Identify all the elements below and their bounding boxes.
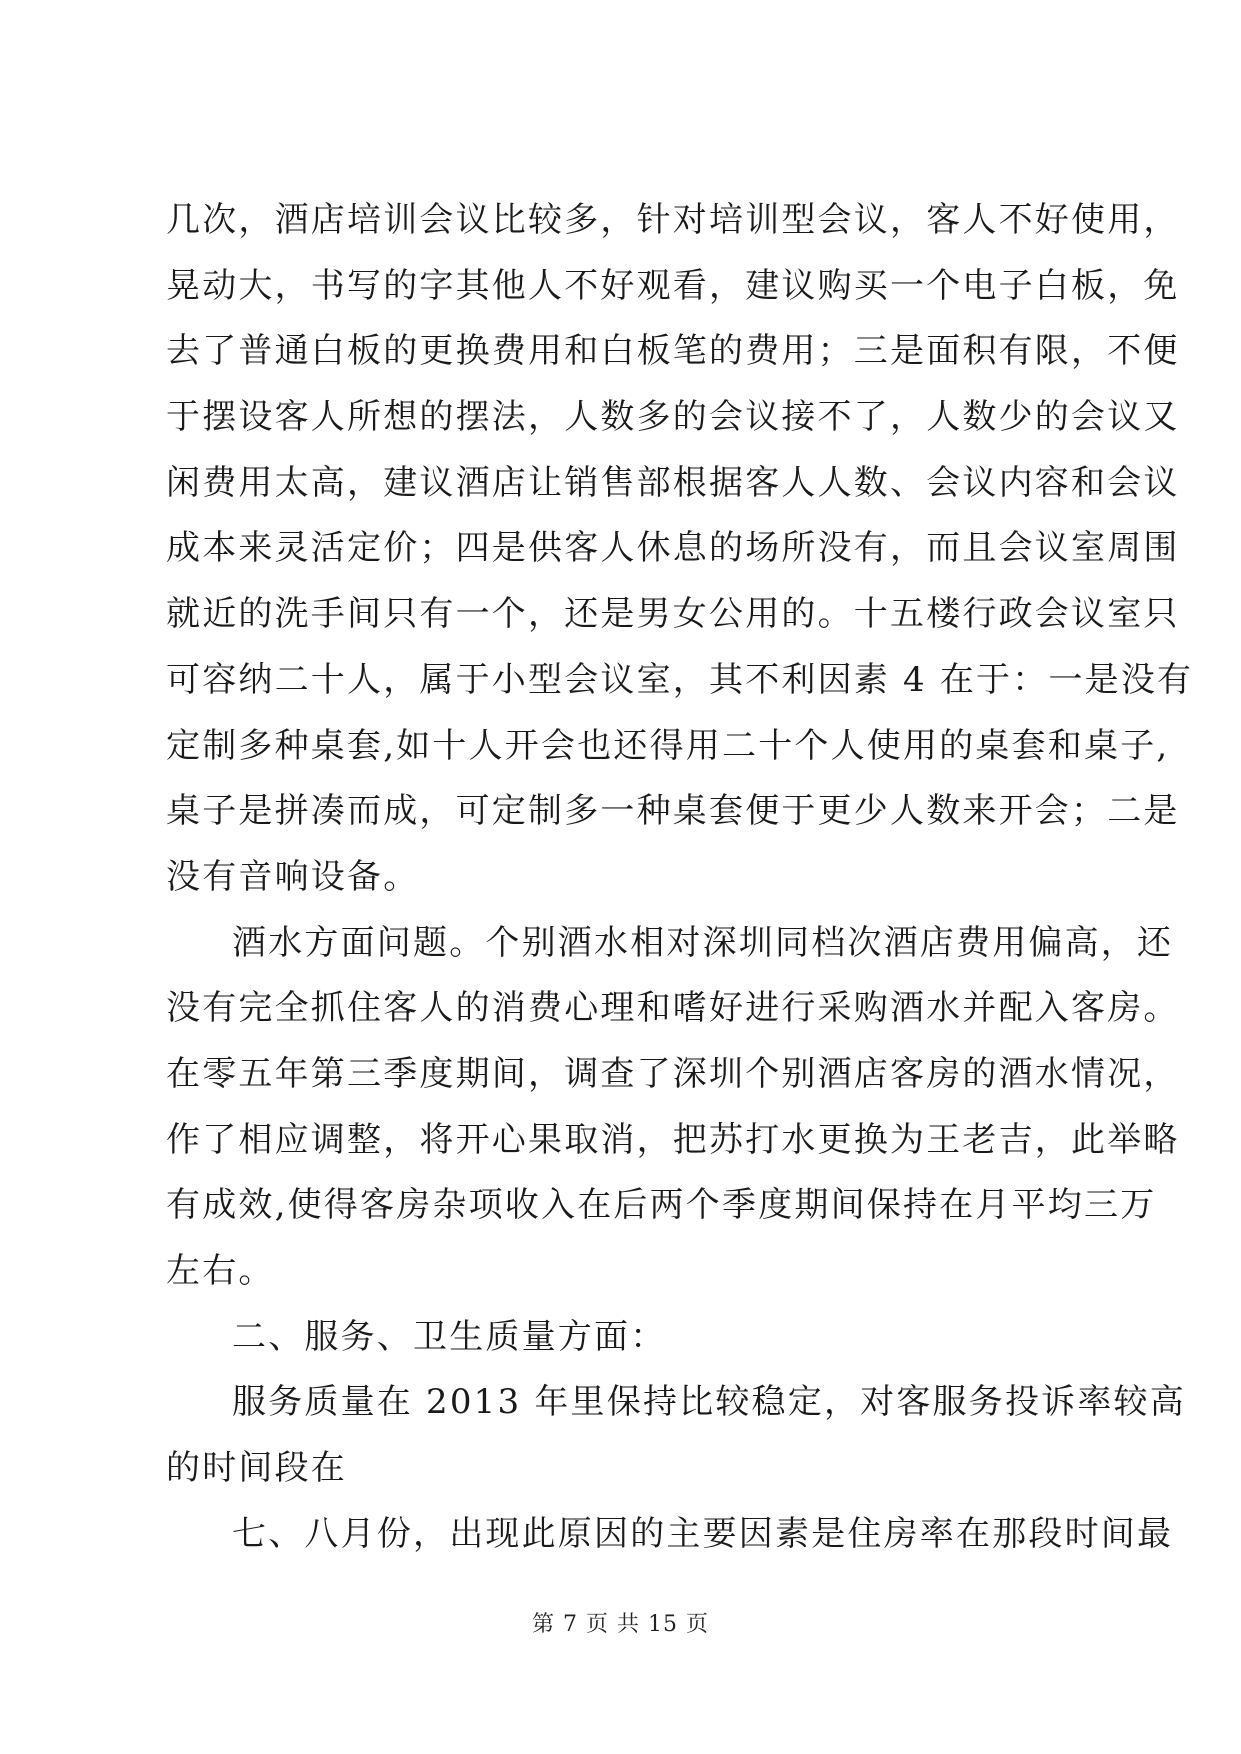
text-line: 没有音响设备。 xyxy=(166,856,420,897)
text-line: 左右。 xyxy=(166,1251,275,1291)
text-line: 可容纳二十人，属于小型会议室，其不利因素 4 在于：一是没有 xyxy=(166,659,1194,700)
text-line: 就近的洗手间只有一个，还是男女公用的。十五楼行政会议室只 xyxy=(166,594,1180,635)
text-line: 闲费用太高，建议酒店让销售部根据客人人数、会议内容和会议 xyxy=(166,462,1180,503)
text-line: 于摆设客人所想的摆法，人数多的会议接不了，人数少的会议又 xyxy=(166,397,1180,438)
text-line: 几次，酒店培训会议比较多，针对培训型会议，客人不好使用， xyxy=(166,200,1180,240)
text-line: 的时间段在 xyxy=(166,1448,347,1489)
text-line: 没有完全抓住客人的消费心理和嗜好进行采购酒水并配入客房。 xyxy=(166,988,1180,1029)
paragraph-start-line: 服务质量在 2013 年里保持比较稳定，对客服务投诉率较高 xyxy=(232,1382,1186,1423)
paragraph-start-line: 酒水方面问题。个别酒水相对深圳同档次酒店费用偏高，还 xyxy=(232,922,1174,963)
text-line: 定制多种桌套,如十人开会也还得用二十个人使用的桌套和桌子, xyxy=(166,725,1170,766)
document-body xyxy=(166,200,1194,1579)
text-line: 有成效,使得客房杂项收入在后两个季度期间保持在月平均三万 xyxy=(166,1185,1157,1226)
text-line: 桌子是拼凑而成，可定制多一种桌套便于更少人数来开会；二是 xyxy=(166,791,1180,832)
text-line: 成本来灵活定价；四是供客人休息的场所没有，而且会议室周围 xyxy=(166,528,1180,569)
page-number-footer: 第 7 页 共 15 页 xyxy=(532,1612,709,1637)
section-heading: 二、服务、卫生质量方面： xyxy=(232,1316,667,1357)
text-line: 晃动大，书写的字其他人不好观看，建议购买一个电子白板，免 xyxy=(166,265,1180,306)
text-line: 去了普通白板的更换费用和白板笔的费用；三是面积有限，不便 xyxy=(166,331,1180,372)
text-line: 作了相应调整，将开心果取消，把苏打水更换为王老吉，此举略 xyxy=(166,1119,1180,1160)
paragraph-start-line: 七、八月份，出现此原因的主要因素是住房率在那段时间最 xyxy=(232,1513,1174,1554)
text-line: 在零五年第三季度期间，调查了深圳个别酒店客房的酒水情况， xyxy=(166,1053,1180,1094)
